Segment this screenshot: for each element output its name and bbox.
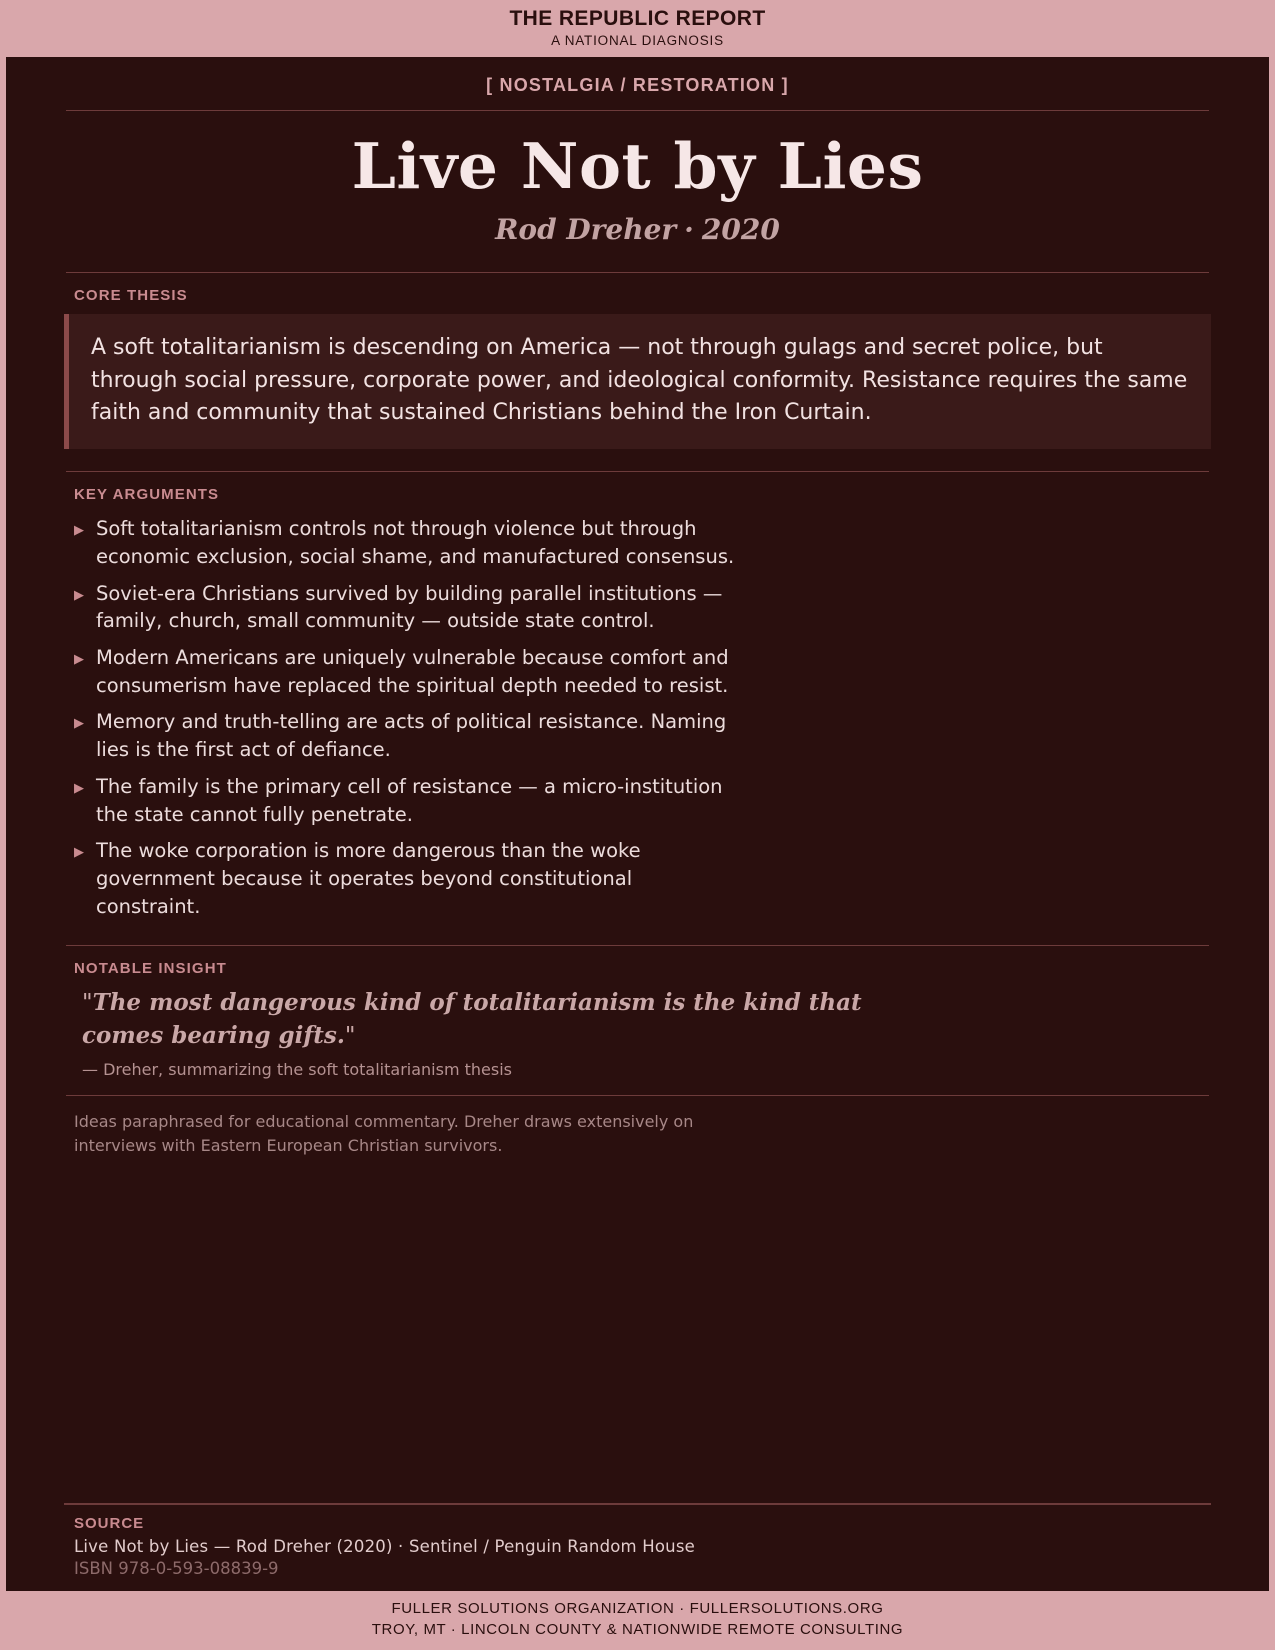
author-name: Rod Dreher [495, 213, 677, 247]
list-item [64, 644, 1209, 699]
list-item-text: Memory and truth-telling are acts of political resistance. Naming lies is the first act of defiance. [96, 710, 727, 762]
list-item-text: The family is the primary cell of resistance — a micro-institution the state cannot fully penetrate. [96, 774, 723, 826]
key-arguments-list [6, 513, 1269, 935]
key-arguments-label: KEY ARGUMENTS [74, 486, 220, 504]
list-item [64, 580, 1209, 635]
page-title: Live Not by Lies [351, 129, 924, 204]
source-citation: Live Not by Lies — Rod Dreher (2020) · Sentinel / Penguin Random House [74, 1537, 695, 1556]
source-label: SOURCE [74, 1515, 145, 1532]
list-item-text: Modern Americans are uniquely vulnerable because comfort and consumerism have replaced the spiritual depth needed to resist. [96, 646, 729, 697]
masthead-title: THE REPUBLIC REPORT [509, 7, 766, 30]
triangle-right-icon: ▶ [74, 780, 84, 796]
source-block [6, 1503, 1269, 1578]
byline-separator: · [684, 213, 694, 247]
list-item-text: Soviet-era Christians survived by building parallel institutions — family, church, small community — outside state control. [96, 581, 723, 633]
list-item-text: The woke corporation is more dangerous than the woke government because it operates beyond constitutional constraint. [96, 839, 641, 918]
quote-close-mark: " [344, 1022, 356, 1049]
triangle-right-icon: ▶ [74, 587, 84, 603]
triangle-right-icon: ▶ [74, 845, 84, 861]
insight-quote [82, 987, 872, 1052]
triangle-right-icon: ▶ [74, 652, 84, 668]
triangle-right-icon: ▶ [74, 523, 84, 539]
triangle-right-icon: ▶ [74, 716, 84, 732]
byline [46, 213, 1229, 246]
list-item-text: Soft totalitarianism controls not through violence but through economic exclusion, social shame, and manufactured consensus. [96, 517, 735, 568]
footer-line-1: FULLER SOLUTIONS ORGANIZATION · FULLERSOLUTIONS.ORG [391, 1599, 884, 1617]
footer-line-2: TROY, MT · LINCOLN COUNTY & NATIONWIDE REMOTE CONSULTING [371, 1621, 904, 1639]
divider-source [64, 1503, 1211, 1505]
category-label: [ NOSTALGIA / RESTORATION ] [486, 75, 789, 96]
masthead-subtitle: A NATIONAL DIAGNOSIS [551, 33, 724, 49]
list-item [64, 708, 1209, 763]
core-thesis-label: CORE THESIS [74, 287, 188, 305]
core-thesis-box [64, 314, 1211, 449]
title-block [6, 111, 1269, 272]
insight-attribution: — Dreher, summarizing the soft totalitarianism thesis [82, 1059, 512, 1079]
publication-year: 2020 [701, 213, 780, 247]
core-thesis-text: A soft totalitarianism is descending on America — not through gulags and secret police, but through social pressure, corporate power, and ideological conformity. Resistance requires the same faith and community that sustained Christians behind the Iron Curtain. [91, 335, 1188, 425]
list-item [64, 837, 1209, 920]
notable-insight [6, 987, 1269, 1078]
insight-quote-text: The most dangerous kind of totalitarianism is the kind that comes bearing gifts. [82, 989, 862, 1049]
source-isbn: ISBN 978-0-593-08839-9 [74, 1559, 279, 1578]
list-item [64, 773, 1209, 828]
quote-open-mark: " [82, 990, 93, 1017]
footer [0, 1591, 1275, 1650]
masthead [6, 0, 1269, 57]
list-item [64, 515, 1209, 570]
editorial-note: Ideas paraphrased for educational commentary. Dreher draws extensively on interviews with Eastern European Christian survivors. [74, 1111, 694, 1155]
notable-insight-label: NOTABLE INSIGHT [74, 960, 227, 978]
